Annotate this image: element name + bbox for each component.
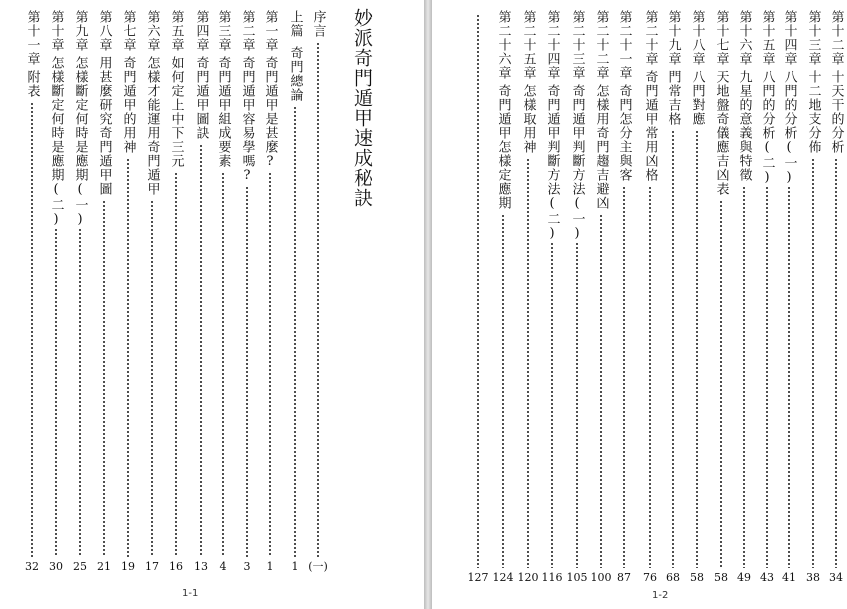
toc-page-number: 16 [169,560,183,573]
toc-entry [733,0,755,609]
toc-chapter-label: 第四章 [193,10,209,52]
toc-entry [686,0,708,609]
toc-chapter-label: 第十章 [48,10,64,52]
toc-chapter-label: 第十二章 [828,10,844,66]
toc-leader-dots [788,186,790,568]
right-page [432,0,847,609]
toc-chapter-label: 第二十四章 [544,10,560,80]
toc-entry-title: 八門的分析(二) [759,70,775,186]
toc-entry [662,0,684,609]
toc-page-number: 116 [541,571,563,584]
toc-page-number: 41 [782,571,796,584]
toc-chapter-label: 第十八章 [689,10,705,66]
toc-entry-title: 怎樣才能運用奇門遁甲 [144,56,160,196]
toc-page-number: 1 [266,560,274,573]
toc-chapter-label: 第十五章 [759,10,775,66]
toc-chapter-label: 第十七章 [713,10,729,66]
toc-page-number: 32 [25,560,39,573]
toc-chapter-label: 第二十章 [642,10,658,66]
toc-page-number: 30 [49,560,63,573]
toc-entry [613,0,635,609]
toc-leader-dots [246,186,248,557]
toc-page-number: 4 [219,560,227,573]
toc-page-number: 38 [806,571,820,584]
toc-entry-title: 天地盤奇儀應吉凶表 [713,70,729,196]
toc-page-number: (一) [308,560,328,573]
toc-chapter-label: 第三章 [215,10,231,52]
toc-entry [566,0,588,609]
toc-entry [45,0,67,609]
toc-entry [710,0,732,609]
toc-leader-dots [294,106,296,557]
toc-chapter-label: 第九章 [72,10,88,52]
toc-entry-title: 怎樣取用神 [520,84,536,154]
toc-chapter-label: 第二章 [239,10,255,52]
toc-page-number: 87 [617,571,631,584]
toc-leader-dots [812,158,814,568]
toc-leader-dots [720,200,722,568]
toc-entry-title: 奇門遁甲組成要素 [215,56,231,168]
toc-entry [778,0,800,609]
toc-page-number: 19 [121,560,135,573]
toc-entry [825,0,847,609]
toc-entry [541,0,563,609]
toc-page-number: 49 [737,571,751,584]
toc-entry-title: 八門的分析(一) [781,70,797,186]
book-gutter [424,0,432,609]
toc-leader-dots [766,186,768,568]
toc-leader-dots [743,186,745,568]
toc-entry [212,0,234,609]
toc-chapter-label: 第二十一章 [616,10,632,80]
toc-entry [492,0,514,609]
toc-entry [165,0,187,609]
toc-entry-title: 奇門遁甲的用神 [120,56,136,154]
toc-chapter-label: 第十九章 [665,10,681,66]
toc-chapter-label: 第十四章 [781,10,797,66]
toc-leader-dots [835,158,837,568]
toc-entry-title: 八門對應 [689,70,705,126]
toc-entry [590,0,612,609]
toc-chapter-label: 第十三章 [805,10,821,66]
toc-entry [69,0,91,609]
toc-entry-title: 怎樣斷定何時是應期(一) [72,56,88,228]
toc-leader-dots [696,130,698,568]
toc-leader-dots [127,158,129,557]
toc-leader-dots [649,186,651,568]
toc-entry [756,0,778,609]
toc-leader-dots [551,242,553,568]
toc-chapter-label: 第五章 [168,10,184,52]
toc-chapter-label: 第八章 [96,10,112,52]
toc-leader-dots [103,200,105,557]
toc-entry [802,0,824,609]
toc-entry-title: 如何定上中下三元 [168,56,184,168]
toc-entry-title: 奇門怎分主與客 [616,84,632,182]
toc-entry-title: 奇門遁甲判斷方法(二) [544,84,560,242]
toc-entry-title: 奇門遁甲常用凶格 [642,70,658,182]
toc-leader-dots [576,242,578,568]
toc-chapter-label: 第二十五章 [520,10,536,80]
toc-entry [141,0,163,609]
toc-page-number: 100 [590,571,612,584]
toc-entry [236,0,258,609]
toc-leader-dots [600,214,602,568]
toc-leader-dots [175,172,177,557]
toc-entry [190,0,212,609]
toc-leader-dots [317,42,319,557]
toc-entry-title: 奇門遁甲怎樣定應期 [495,84,511,210]
toc-leader-dots [151,200,153,557]
toc-page-number: 58 [714,571,728,584]
toc-chapter-label: 第二十六章 [495,10,511,80]
toc-chapter-label: 上篇 [287,10,303,38]
toc-entry-title: 奇門遁甲判斷方法(一) [569,84,585,242]
toc-leader-dots [477,14,479,568]
toc-entry [21,0,43,609]
toc-entry [307,0,329,609]
toc-page-number: 58 [690,571,704,584]
toc-chapter-label: 第一章 [262,10,278,52]
toc-entry [639,0,661,609]
toc-leader-dots [672,130,674,568]
toc-entry-title: 門常吉格 [665,70,681,126]
toc-entry [284,0,306,609]
toc-chapter-label: 第七章 [120,10,136,52]
toc-leader-dots [502,214,504,568]
toc-leader-dots [31,102,33,557]
toc-page-number: 34 [829,571,843,584]
toc-leader-dots [623,186,625,568]
toc-page-number: 43 [760,571,774,584]
toc-page-number: 127 [467,571,489,584]
toc-leader-dots [79,228,81,557]
toc-entry-title: 十天干的分析 [828,70,844,154]
toc-entry-title: 九星的意義與特徵 [736,70,752,182]
book-title: 妙派奇門遁甲速成秘訣 [351,8,373,208]
toc-leader-dots [269,172,271,557]
toc-entry-title: 奇門遁甲圖訣 [193,56,209,140]
toc-leader-dots [55,228,57,557]
toc-entry [259,0,281,609]
toc-entry [117,0,139,609]
toc-page-number: 105 [566,571,588,584]
toc-entry [467,0,489,609]
toc-entry-title: 奇門遁甲是甚麼? [262,56,278,170]
toc-chapter-label: 第十六章 [736,10,752,66]
toc-page-number: 68 [666,571,680,584]
toc-entry-title: 奇門遁甲容易學嗎? [239,56,255,184]
toc-page-number: 3 [243,560,251,573]
toc-page-number: 120 [517,571,539,584]
toc-entry-title: 附表 [24,70,40,98]
toc-page-number: 17 [145,560,159,573]
toc-page-number: 13 [194,560,208,573]
toc-chapter-label: 第二十三章 [569,10,585,80]
toc-entry [93,0,115,609]
toc-entry-title: 怎樣斷定何時是應期(二) [48,56,64,228]
toc-entry-title: 怎樣用奇門趨吉避凶 [593,84,609,210]
toc-leader-dots [200,144,202,557]
toc-page-number: 124 [492,571,514,584]
toc-entry-title: 用甚麼研究奇門遁甲圖 [96,56,112,196]
toc-leader-dots [527,158,529,568]
toc-page-number: 1 [291,560,299,573]
toc-chapter-label: 序言 [310,10,326,38]
toc-entry-title: 十二地支分佈 [805,70,821,154]
toc-chapter-label: 第六章 [144,10,160,52]
toc-leader-dots [222,172,224,557]
toc-chapter-label: 第二十二章 [593,10,609,80]
toc-page-number: 21 [97,560,111,573]
toc-entry [517,0,539,609]
page-folio-left: 1-1 [182,588,199,599]
page-folio-right: 1-2 [652,590,669,601]
toc-page-number: 76 [643,571,657,584]
toc-chapter-label: 第十一章 [24,10,40,66]
toc-page-number: 25 [73,560,87,573]
toc-entry-title: 奇門總論 [287,46,303,102]
